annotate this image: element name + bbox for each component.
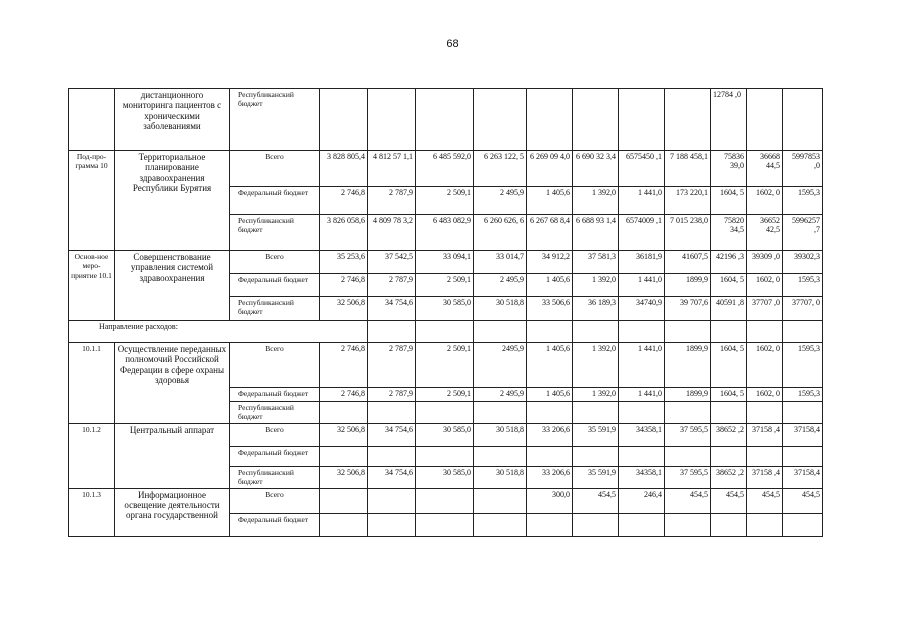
value-cell [711, 446, 747, 466]
value-cell [368, 402, 416, 424]
value-cell [416, 513, 474, 536]
funding-source: Республиканский бюджет [230, 297, 320, 321]
value-cell: 2 746,8 [320, 388, 368, 402]
value-cell: 1 405,6 [527, 388, 573, 402]
value-cell: 6 269 09 4,0 [527, 151, 573, 187]
value-cell [416, 446, 474, 466]
value-cell: 2 495,9 [474, 187, 527, 215]
value-cell: 6 483 082,9 [416, 215, 474, 251]
value-cell: 454,5 [573, 488, 619, 513]
value-cell: 7 188 458,1 [665, 151, 711, 187]
value-cell: 6 263 122, 5 [474, 151, 527, 187]
page-number: 68 [446, 38, 459, 50]
value-cell: 1602, 0 [747, 388, 783, 402]
value-cell: 33 014,7 [474, 251, 527, 274]
value-cell: 36668 44,5 [747, 151, 783, 187]
value-cell: 1595,3 [783, 274, 823, 297]
value-cell [474, 513, 527, 536]
empty-cell [619, 321, 665, 343]
empty-cell [747, 321, 783, 343]
value-cell: 1899,9 [665, 274, 711, 297]
value-cell: 1595,3 [783, 388, 823, 402]
value-cell: 2 787,9 [368, 343, 416, 388]
value-cell: 37158 ,4 [747, 466, 783, 488]
value-cell: 34 754,6 [368, 466, 416, 488]
value-cell: 34 754,6 [368, 297, 416, 321]
value-cell [665, 89, 711, 151]
value-cell: 1604, 5 [711, 343, 747, 388]
value-cell [747, 513, 783, 536]
funding-source: Республиканский бюджет [230, 89, 320, 151]
value-cell: 32 506,8 [320, 423, 368, 446]
value-cell: 30 585,0 [416, 423, 474, 446]
table-row [69, 321, 823, 343]
value-cell: 1604, 5 [711, 187, 747, 215]
value-cell: 1899,9 [665, 343, 711, 388]
value-cell: 39309 ,0 [747, 251, 783, 274]
value-cell: 1 441,0 [619, 343, 665, 388]
table-row [69, 343, 823, 388]
value-cell: 34740,9 [619, 297, 665, 321]
value-cell [527, 446, 573, 466]
value-cell: 38652 ,2 [711, 423, 747, 446]
value-cell: 2 509,1 [416, 187, 474, 215]
value-cell: 3 826 058,6 [320, 215, 368, 251]
value-cell: 37 581,3 [573, 251, 619, 274]
empty-cell [783, 321, 823, 343]
value-cell: 34 754,6 [368, 423, 416, 446]
value-cell: 30 585,0 [416, 466, 474, 488]
value-cell: 37707 ,0 [747, 297, 783, 321]
funding-source: Федеральный бюджет [230, 388, 320, 402]
value-cell: 6 690 32 3,4 [573, 151, 619, 187]
value-cell [619, 513, 665, 536]
table-row [69, 251, 823, 274]
row-name: Центральный аппарат [115, 423, 230, 488]
value-cell: 6 260 626, 6 [474, 215, 527, 251]
value-cell [619, 446, 665, 466]
value-cell [416, 488, 474, 513]
value-cell: 42196 ,3 [711, 251, 747, 274]
value-cell: 2 495,9 [474, 388, 527, 402]
value-cell: 36 189,3 [573, 297, 619, 321]
row-code: 10.1.2 [69, 423, 115, 488]
value-cell: 2 495,9 [474, 274, 527, 297]
value-cell [711, 513, 747, 536]
value-cell: 1 441,0 [619, 187, 665, 215]
value-cell: 6 485 592,0 [416, 151, 474, 187]
value-cell [320, 488, 368, 513]
value-cell: 6574009 ,1 [619, 215, 665, 251]
value-cell [320, 89, 368, 151]
value-cell: 1604, 5 [711, 274, 747, 297]
value-cell: 33 206,6 [527, 466, 573, 488]
value-cell: 39302,3 [783, 251, 823, 274]
value-cell: 30 518,8 [474, 466, 527, 488]
funding-source: Всего [230, 488, 320, 513]
value-cell: 33 206,6 [527, 423, 573, 446]
value-cell: 300,0 [527, 488, 573, 513]
funding-source: Всего [230, 343, 320, 388]
value-cell: 1899,9 [665, 388, 711, 402]
value-cell: 37158,4 [783, 423, 823, 446]
value-cell: 6 267 68 8,4 [527, 215, 573, 251]
funding-source: Всего [230, 151, 320, 187]
empty-cell [416, 321, 474, 343]
value-cell: 5997853 ,0 [783, 151, 823, 187]
section-label: Направление расходов: [69, 321, 320, 343]
empty-cell [573, 321, 619, 343]
value-cell: 3 828 805,4 [320, 151, 368, 187]
value-cell [474, 488, 527, 513]
row-code: 10.1.1 [69, 343, 115, 424]
value-cell: 34 912,2 [527, 251, 573, 274]
table-row [69, 488, 823, 513]
value-cell: 37 595,5 [665, 423, 711, 446]
value-cell: 1604, 5 [711, 388, 747, 402]
value-cell [665, 513, 711, 536]
value-cell [573, 89, 619, 151]
value-cell: 38652 ,2 [711, 466, 747, 488]
funding-source: Республиканский бюджет [230, 466, 320, 488]
row-code [69, 89, 115, 151]
value-cell: 2 787,9 [368, 274, 416, 297]
row-code: Под-про-грамма 10 [69, 151, 115, 251]
value-cell: 37158 ,4 [747, 423, 783, 446]
empty-cell [665, 321, 711, 343]
value-cell: 35 591,9 [573, 466, 619, 488]
value-cell [573, 513, 619, 536]
value-cell [747, 402, 783, 424]
value-cell: 12784 ,0 [711, 89, 747, 151]
value-cell [474, 446, 527, 466]
empty-cell [320, 321, 368, 343]
row-name: Совершенствование управления системой здравоохранения [115, 251, 230, 321]
value-cell [783, 446, 823, 466]
value-cell [416, 402, 474, 424]
value-cell: 2 746,8 [320, 343, 368, 388]
empty-cell [711, 321, 747, 343]
value-cell: 1 441,0 [619, 388, 665, 402]
value-cell [527, 402, 573, 424]
row-name: Информационное освещение деятельности органа государственной [115, 488, 230, 536]
value-cell: 1 405,6 [527, 274, 573, 297]
value-cell: 246,4 [619, 488, 665, 513]
funding-source: Республиканский бюджет [230, 402, 320, 424]
value-cell: 1 405,6 [527, 343, 573, 388]
empty-cell [474, 321, 527, 343]
value-cell [747, 446, 783, 466]
row-name: дистанционного мониторинга пациентов с хроническими заболеваниями [115, 89, 230, 151]
value-cell: 454,5 [711, 488, 747, 513]
value-cell [368, 446, 416, 466]
value-cell: 33 094,1 [416, 251, 474, 274]
value-cell: 37 595,5 [665, 466, 711, 488]
value-cell: 454,5 [665, 488, 711, 513]
funding-source: Федеральный бюджет [230, 274, 320, 297]
value-cell: 1 392,0 [573, 343, 619, 388]
value-cell: 2 746,8 [320, 187, 368, 215]
value-cell [320, 402, 368, 424]
value-cell: 30 518,8 [474, 297, 527, 321]
value-cell: 37158,4 [783, 466, 823, 488]
budget-table [68, 88, 823, 537]
value-cell [711, 402, 747, 424]
value-cell [474, 89, 527, 151]
value-cell: 34358,1 [619, 466, 665, 488]
row-name: Осуществление переданных полномочий Российской Федерации в сфере охраны здоровья [115, 343, 230, 424]
value-cell: 32 506,8 [320, 297, 368, 321]
value-cell: 6575450 ,1 [619, 151, 665, 187]
value-cell [368, 89, 416, 151]
value-cell: 37707, 0 [783, 297, 823, 321]
row-code: 10.1.3 [69, 488, 115, 536]
table-row [69, 89, 823, 151]
value-cell: 36652 42,5 [747, 215, 783, 251]
value-cell: 6 688 93 1,4 [573, 215, 619, 251]
value-cell [665, 446, 711, 466]
value-cell [783, 513, 823, 536]
value-cell [619, 402, 665, 424]
value-cell: 7 015 238,0 [665, 215, 711, 251]
table-row [69, 423, 823, 446]
empty-cell [368, 321, 416, 343]
value-cell: 1595,3 [783, 343, 823, 388]
empty-cell [527, 321, 573, 343]
value-cell [474, 402, 527, 424]
value-cell: 39 707,6 [665, 297, 711, 321]
value-cell: 35 253,6 [320, 251, 368, 274]
funding-source: Федеральный бюджет [230, 513, 320, 536]
value-cell: 1595,3 [783, 187, 823, 215]
value-cell: 40591 ,8 [711, 297, 747, 321]
value-cell [619, 89, 665, 151]
value-cell: 33 506,6 [527, 297, 573, 321]
value-cell: 37 542,5 [368, 251, 416, 274]
value-cell: 173 220,1 [665, 187, 711, 215]
value-cell: 75820 34,5 [711, 215, 747, 251]
value-cell: 36181,9 [619, 251, 665, 274]
value-cell: 1 405,6 [527, 187, 573, 215]
value-cell: 1602, 0 [747, 274, 783, 297]
value-cell [527, 89, 573, 151]
funding-source: Федеральный бюджет [230, 187, 320, 215]
value-cell: 75836 39,0 [711, 151, 747, 187]
value-cell [320, 446, 368, 466]
row-code: Основ-ное меро-приятие 10.1 [69, 251, 115, 321]
row-name: Территориальное планирование здравоохранения Республики Бурятия [115, 151, 230, 251]
funding-source: Всего [230, 423, 320, 446]
value-cell [747, 89, 783, 151]
value-cell: 1 392,0 [573, 388, 619, 402]
table-row [69, 151, 823, 187]
value-cell [783, 89, 823, 151]
value-cell [368, 513, 416, 536]
value-cell: 4 809 78 3,2 [368, 215, 416, 251]
value-cell: 454,5 [747, 488, 783, 513]
value-cell: 2 787,9 [368, 388, 416, 402]
table-body [69, 89, 823, 537]
value-cell [416, 89, 474, 151]
value-cell: 1602, 0 [747, 343, 783, 388]
value-cell: 2 509,1 [416, 388, 474, 402]
value-cell: 30 518,8 [474, 423, 527, 446]
value-cell: 35 591,9 [573, 423, 619, 446]
value-cell: 2 787,9 [368, 187, 416, 215]
value-cell: 32 506,8 [320, 466, 368, 488]
funding-source: Федеральный бюджет [230, 446, 320, 466]
value-cell [573, 446, 619, 466]
value-cell: 1602, 0 [747, 187, 783, 215]
value-cell: 2495,9 [474, 343, 527, 388]
value-cell: 41607,5 [665, 251, 711, 274]
value-cell: 4 812 57 1,1 [368, 151, 416, 187]
value-cell: 30 585,0 [416, 297, 474, 321]
funding-source: Республиканский бюджет [230, 215, 320, 251]
value-cell [783, 402, 823, 424]
value-cell [320, 513, 368, 536]
value-cell [368, 488, 416, 513]
value-cell [527, 513, 573, 536]
value-cell: 2 509,1 [416, 274, 474, 297]
value-cell: 1 441,0 [619, 274, 665, 297]
value-cell: 2 509,1 [416, 343, 474, 388]
value-cell: 5996257 ,7 [783, 215, 823, 251]
value-cell: 1 392,0 [573, 274, 619, 297]
funding-source: Всего [230, 251, 320, 274]
value-cell [573, 402, 619, 424]
value-cell [665, 402, 711, 424]
value-cell: 454,5 [783, 488, 823, 513]
value-cell: 34358,1 [619, 423, 665, 446]
value-cell: 2 746,8 [320, 274, 368, 297]
value-cell: 1 392,0 [573, 187, 619, 215]
